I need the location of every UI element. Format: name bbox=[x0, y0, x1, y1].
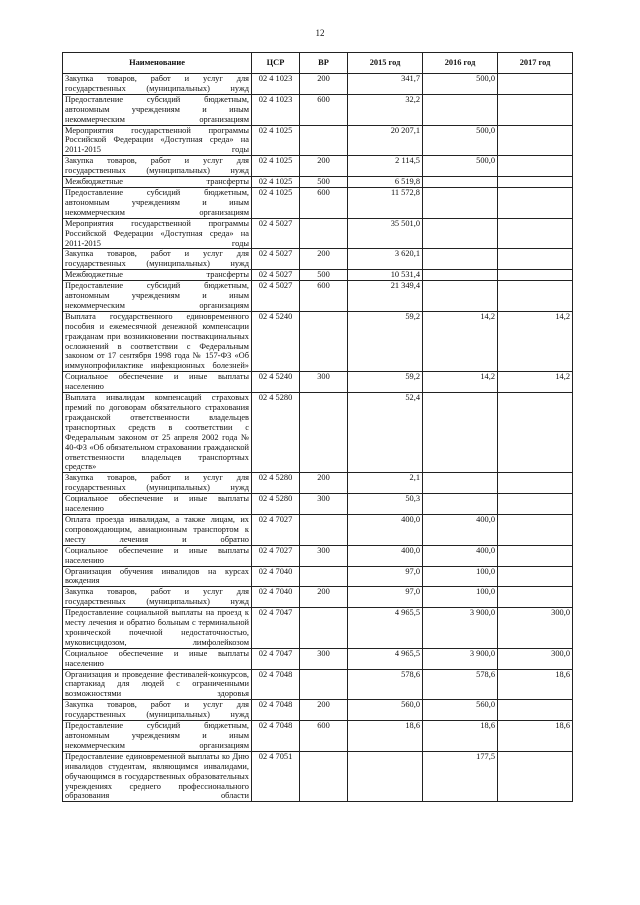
cell-2017: 18,6 bbox=[498, 669, 573, 700]
cell-2015: 6 519,8 bbox=[348, 177, 423, 188]
budget-table bbox=[62, 52, 573, 802]
cell-csr: 02 4 7047 bbox=[252, 648, 300, 669]
table-row bbox=[63, 94, 573, 125]
cell-2017: 300,0 bbox=[498, 608, 573, 649]
cell-2015: 400,0 bbox=[348, 545, 423, 566]
cell-csr: 02 4 1025 bbox=[252, 177, 300, 188]
cell-name: Предоставление субсидий бюджетным, автономным учреждениям и иным некоммерческим организациям bbox=[63, 187, 252, 218]
page-number: 12 bbox=[315, 28, 325, 38]
header-name: Наименование bbox=[63, 53, 252, 74]
cell-2015: 97,0 bbox=[348, 587, 423, 608]
cell-vr bbox=[300, 218, 348, 249]
cell-vr: 300 bbox=[300, 648, 348, 669]
cell-name: Предоставление социальной выплаты на проезд к месту лечения и обратно больным с терминальной хронической почечной недостаточностью, муковисцидозом, лимфолейкозом bbox=[63, 608, 252, 649]
cell-2017 bbox=[498, 494, 573, 515]
cell-2017 bbox=[498, 156, 573, 177]
cell-csr: 02 4 7048 bbox=[252, 700, 300, 721]
cell-csr: 02 4 7040 bbox=[252, 587, 300, 608]
cell-2015: 32,2 bbox=[348, 94, 423, 125]
cell-2017 bbox=[498, 74, 573, 95]
cell-vr bbox=[300, 514, 348, 545]
cell-csr: 02 4 5027 bbox=[252, 218, 300, 249]
cell-2015: 578,6 bbox=[348, 669, 423, 700]
cell-name: Предоставление субсидий бюджетным, автономным учреждениям и иным некоммерческим организациям bbox=[63, 94, 252, 125]
table-row bbox=[63, 721, 573, 752]
table-row bbox=[63, 545, 573, 566]
cell-name: Оплата проезда инвалидам, а также лицам, их сопровождающим, авиационным транспортом к месту лечения и обратно bbox=[63, 514, 252, 545]
cell-2017 bbox=[498, 473, 573, 494]
cell-2015: 2 114,5 bbox=[348, 156, 423, 177]
cell-csr: 02 4 5027 bbox=[252, 249, 300, 270]
cell-name: Мероприятия государственной программы Российской Федерации «Доступная среда» на 2011-2015 годы bbox=[63, 218, 252, 249]
cell-vr: 300 bbox=[300, 494, 348, 515]
cell-2017 bbox=[498, 270, 573, 281]
cell-2016: 100,0 bbox=[423, 587, 498, 608]
table-row bbox=[63, 608, 573, 649]
cell-2016: 177,5 bbox=[423, 751, 498, 802]
cell-vr: 600 bbox=[300, 281, 348, 312]
cell-name: Социальное обеспечение и иные выплаты населению bbox=[63, 494, 252, 515]
table-row bbox=[63, 187, 573, 218]
cell-2016 bbox=[423, 281, 498, 312]
cell-2016: 500,0 bbox=[423, 156, 498, 177]
cell-2016: 18,6 bbox=[423, 721, 498, 752]
table-row bbox=[63, 587, 573, 608]
cell-name: Предоставление единовременной выплаты ко Дню инвалидов студентам, являющимся инвалидами, обучающимся в государственных образовательных учреждениях среднего профессионального образования области bbox=[63, 751, 252, 802]
table-row bbox=[63, 393, 573, 473]
cell-name: Социальное обеспечение и иные выплаты населению bbox=[63, 372, 252, 393]
table-row bbox=[63, 751, 573, 802]
table-row bbox=[63, 311, 573, 371]
cell-2017: 300,0 bbox=[498, 648, 573, 669]
cell-2016: 400,0 bbox=[423, 545, 498, 566]
cell-name: Межбюджетные трансферты bbox=[63, 270, 252, 281]
cell-2016: 100,0 bbox=[423, 566, 498, 587]
cell-name: Социальное обеспечение и иные выплаты населению bbox=[63, 648, 252, 669]
cell-2017 bbox=[498, 587, 573, 608]
table-row bbox=[63, 473, 573, 494]
cell-vr: 200 bbox=[300, 74, 348, 95]
cell-2017: 14,2 bbox=[498, 311, 573, 371]
cell-2015 bbox=[348, 751, 423, 802]
table-header-row bbox=[63, 53, 573, 74]
cell-csr: 02 4 5280 bbox=[252, 393, 300, 473]
table-row bbox=[63, 281, 573, 312]
cell-2016 bbox=[423, 473, 498, 494]
cell-2016: 578,6 bbox=[423, 669, 498, 700]
cell-2016: 560,0 bbox=[423, 700, 498, 721]
cell-2017 bbox=[498, 249, 573, 270]
cell-2017 bbox=[498, 177, 573, 188]
table-row bbox=[63, 669, 573, 700]
cell-name: Закупка товаров, работ и услуг для государственных (муниципальных) нужд bbox=[63, 587, 252, 608]
cell-2015: 20 207,1 bbox=[348, 125, 423, 156]
cell-vr: 500 bbox=[300, 177, 348, 188]
cell-2017: 14,2 bbox=[498, 372, 573, 393]
cell-2016 bbox=[423, 218, 498, 249]
table-row bbox=[63, 372, 573, 393]
cell-name: Закупка товаров, работ и услуг для государственных (муниципальных) нужд bbox=[63, 74, 252, 95]
cell-2016 bbox=[423, 393, 498, 473]
cell-2017 bbox=[498, 545, 573, 566]
cell-name: Предоставление субсидий бюджетным, автономным учреждениям и иным некоммерческим организациям bbox=[63, 721, 252, 752]
cell-name: Предоставление субсидий бюджетным, автономным учреждениям и иным некоммерческим организациям bbox=[63, 281, 252, 312]
table-row bbox=[63, 270, 573, 281]
cell-vr bbox=[300, 393, 348, 473]
header-vr: ВР bbox=[300, 53, 348, 74]
cell-2015: 21 349,4 bbox=[348, 281, 423, 312]
header-csr: ЦСР bbox=[252, 53, 300, 74]
cell-vr bbox=[300, 125, 348, 156]
cell-name: Закупка товаров, работ и услуг для государственных (муниципальных) нужд bbox=[63, 249, 252, 270]
cell-vr: 300 bbox=[300, 545, 348, 566]
cell-2015: 400,0 bbox=[348, 514, 423, 545]
cell-2016: 14,2 bbox=[423, 372, 498, 393]
cell-2015: 4 965,5 bbox=[348, 648, 423, 669]
cell-csr: 02 4 1023 bbox=[252, 94, 300, 125]
cell-csr: 02 4 5240 bbox=[252, 372, 300, 393]
cell-2017 bbox=[498, 125, 573, 156]
cell-csr: 02 4 5280 bbox=[252, 494, 300, 515]
cell-2016 bbox=[423, 177, 498, 188]
cell-2016 bbox=[423, 270, 498, 281]
cell-2015: 52,4 bbox=[348, 393, 423, 473]
cell-2015: 97,0 bbox=[348, 566, 423, 587]
cell-2016 bbox=[423, 94, 498, 125]
header-2017: 2017 год bbox=[498, 53, 573, 74]
cell-vr: 200 bbox=[300, 156, 348, 177]
cell-2017 bbox=[498, 94, 573, 125]
cell-csr: 02 4 1025 bbox=[252, 187, 300, 218]
cell-csr: 02 4 7048 bbox=[252, 721, 300, 752]
cell-2015: 50,3 bbox=[348, 494, 423, 515]
cell-2017 bbox=[498, 700, 573, 721]
cell-vr: 200 bbox=[300, 587, 348, 608]
cell-name: Организация обучения инвалидов на курсах вождения bbox=[63, 566, 252, 587]
cell-vr: 200 bbox=[300, 473, 348, 494]
cell-2017 bbox=[498, 566, 573, 587]
cell-vr bbox=[300, 669, 348, 700]
cell-2015: 560,0 bbox=[348, 700, 423, 721]
cell-2016: 14,2 bbox=[423, 311, 498, 371]
cell-csr: 02 4 5027 bbox=[252, 270, 300, 281]
cell-2015: 3 620,1 bbox=[348, 249, 423, 270]
cell-2016: 3 900,0 bbox=[423, 648, 498, 669]
cell-2015: 59,2 bbox=[348, 311, 423, 371]
table-row bbox=[63, 218, 573, 249]
cell-2015: 341,7 bbox=[348, 74, 423, 95]
cell-2016: 3 900,0 bbox=[423, 608, 498, 649]
cell-2017 bbox=[498, 514, 573, 545]
cell-2017 bbox=[498, 187, 573, 218]
cell-csr: 02 4 1023 bbox=[252, 74, 300, 95]
table-row bbox=[63, 249, 573, 270]
cell-2016: 500,0 bbox=[423, 74, 498, 95]
cell-name: Закупка товаров, работ и услуг для государственных (муниципальных) нужд bbox=[63, 473, 252, 494]
table-row bbox=[63, 177, 573, 188]
cell-2016 bbox=[423, 187, 498, 218]
cell-name: Социальное обеспечение и иные выплаты населению bbox=[63, 545, 252, 566]
cell-name: Закупка товаров, работ и услуг для государственных (муниципальных) нужд bbox=[63, 700, 252, 721]
cell-csr: 02 4 1025 bbox=[252, 125, 300, 156]
cell-csr: 02 4 5240 bbox=[252, 311, 300, 371]
table-row bbox=[63, 74, 573, 95]
cell-name: Выплата государственного единовременного пособия и ежемесячной денежной компенсации гражданам при возникновении поствакцинальных осложнений в соответствии с Федеральным законом от 17 сентября 1998 года № 157-ФЗ «Об иммунопрофилактике инфекционных болезней» bbox=[63, 311, 252, 371]
cell-csr: 02 4 7048 bbox=[252, 669, 300, 700]
cell-2015: 59,2 bbox=[348, 372, 423, 393]
cell-2015: 35 501,0 bbox=[348, 218, 423, 249]
cell-csr: 02 4 5027 bbox=[252, 281, 300, 312]
cell-name: Выплата инвалидам компенсаций страховых премий по договорам обязательного страхования гражданской ответственности владельцев транспортных средств в соответствии с Федеральным законом от 25 апреля 2002 года № 40-ФЗ «Об обязательном страховании гражданской ответственности владельцев транспортных средств» bbox=[63, 393, 252, 473]
cell-2016 bbox=[423, 494, 498, 515]
cell-vr: 600 bbox=[300, 94, 348, 125]
cell-csr: 02 4 7047 bbox=[252, 608, 300, 649]
cell-vr: 600 bbox=[300, 187, 348, 218]
table-row bbox=[63, 566, 573, 587]
cell-vr: 600 bbox=[300, 721, 348, 752]
cell-2016: 500,0 bbox=[423, 125, 498, 156]
cell-vr bbox=[300, 608, 348, 649]
header-2015: 2015 год bbox=[348, 53, 423, 74]
cell-name: Закупка товаров, работ и услуг для государственных (муниципальных) нужд bbox=[63, 156, 252, 177]
cell-2017 bbox=[498, 218, 573, 249]
cell-vr: 500 bbox=[300, 270, 348, 281]
table-row bbox=[63, 514, 573, 545]
table-row bbox=[63, 648, 573, 669]
table-row bbox=[63, 494, 573, 515]
cell-name: Мероприятия государственной программы Российской Федерации «Доступная среда» на 2011-2015 годы bbox=[63, 125, 252, 156]
cell-2017 bbox=[498, 751, 573, 802]
cell-2016: 400,0 bbox=[423, 514, 498, 545]
cell-name: Межбюджетные трансферты bbox=[63, 177, 252, 188]
cell-csr: 02 4 7040 bbox=[252, 566, 300, 587]
cell-csr: 02 4 7027 bbox=[252, 514, 300, 545]
table-row bbox=[63, 125, 573, 156]
cell-2015: 2,1 bbox=[348, 473, 423, 494]
cell-csr: 02 4 1025 bbox=[252, 156, 300, 177]
table-row bbox=[63, 700, 573, 721]
cell-2015: 11 572,8 bbox=[348, 187, 423, 218]
cell-vr bbox=[300, 566, 348, 587]
cell-2017: 18,6 bbox=[498, 721, 573, 752]
cell-vr: 200 bbox=[300, 249, 348, 270]
cell-vr bbox=[300, 311, 348, 371]
cell-vr bbox=[300, 751, 348, 802]
cell-2017 bbox=[498, 281, 573, 312]
cell-csr: 02 4 7051 bbox=[252, 751, 300, 802]
cell-2015: 18,6 bbox=[348, 721, 423, 752]
cell-csr: 02 4 7027 bbox=[252, 545, 300, 566]
cell-2017 bbox=[498, 393, 573, 473]
table-row bbox=[63, 156, 573, 177]
cell-name: Организация и проведение фестивалей-конкурсов, спартакиад для людей с ограниченными возможностями здоровья bbox=[63, 669, 252, 700]
cell-vr: 200 bbox=[300, 700, 348, 721]
header-2016: 2016 год bbox=[423, 53, 498, 74]
cell-2015: 4 965,5 bbox=[348, 608, 423, 649]
cell-csr: 02 4 5280 bbox=[252, 473, 300, 494]
cell-2015: 10 531,4 bbox=[348, 270, 423, 281]
cell-2016 bbox=[423, 249, 498, 270]
cell-vr: 300 bbox=[300, 372, 348, 393]
